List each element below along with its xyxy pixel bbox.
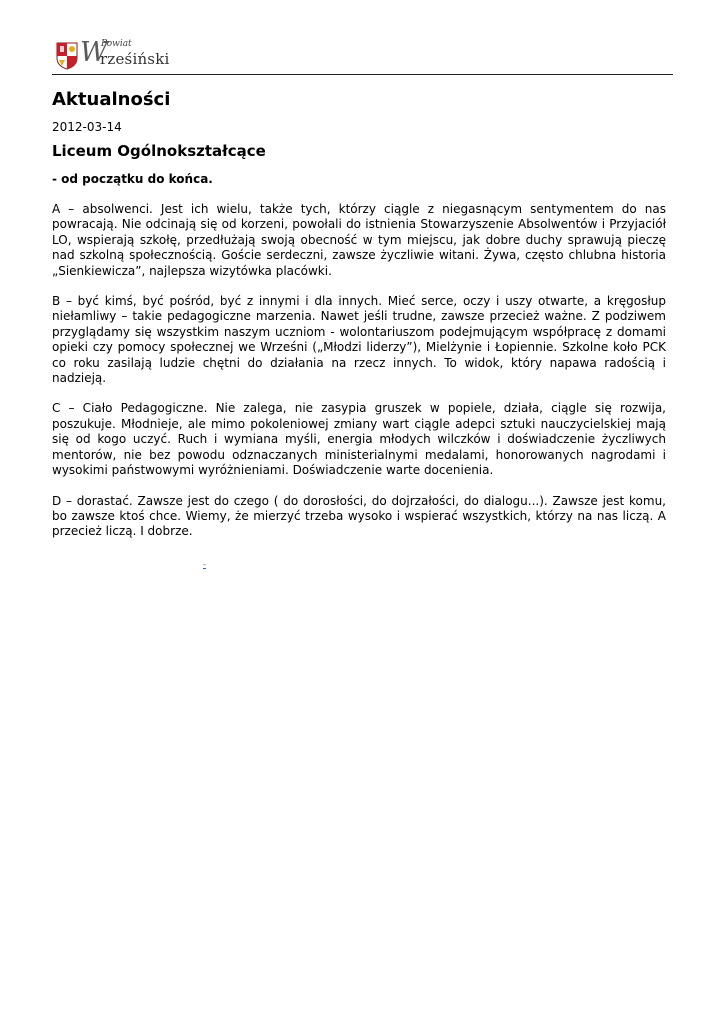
logo-name-text: rześiński <box>100 50 170 68</box>
paragraph-d: D – dorastać. Zawsze jest do czego ( do dorosłości, do dojrzałości, do dialogu...). Zawsze jest komu, bo zawsze ktoś chce. Wiemy, że mierzyć trzeba wysoko i wspierać wszystkich, którzy na nas liczą. A przecież liczą. I dobrze. <box>52 493 666 539</box>
coat-of-arms-icon <box>56 42 78 70</box>
page-header <box>52 36 673 75</box>
footer-link[interactable]: - <box>203 560 206 569</box>
logo-letter: W <box>80 37 108 68</box>
paragraph-a: A – absolwenci. Jest ich wielu, także tych, którzy ciągle z niegasnącym sentymentem do nas powracają. Nie odcinają się od korzeni, powołali do istnienia Stowarzyszenie Absolwentów i Przyjaciół LO, wspierają szkołę, przedłużają swoją obecność w tym miejscu, jak dobre duchy sprawują pieczę nad szkolną społecznością. Goście serdeczni, zawsze życzliwie witani. Żywa, często chlubna historia „Sienkiewicza”, najlepsza wizytówka placówki. <box>52 202 666 278</box>
article-title: Liceum Ogólnokształcące <box>52 142 266 160</box>
logo-wordmark <box>80 38 200 70</box>
powiat-logo[interactable] <box>56 38 200 70</box>
logo-powiat-text: Powiat <box>101 39 132 49</box>
paragraph-b: B – być kimś, być pośród, być z innymi i dla innych. Mieć serce, oczy i uszy otwarte, a kręgosłup niełamliwy – takie pedagogiczne marzenia. Nawet jeśli trudne, zawsze przecież ważne. Z podziwem przyglądamy się wszystkim naszym uczniom - wolontariuszom podejmującym współpracę z domami opieki czy pomocy społecznej we Wrześni („Młodzi liderzy”), Mielżynie i Łopiennie. Szkolne koło PCK co roku zasilają ludzie chętni do działania na rzecz innych. To widok, który napawa radością i nadzieją. <box>52 294 666 386</box>
article-subtitle: - od początku do końca. <box>52 172 213 186</box>
article-content <box>52 88 666 540</box>
paragraph-c: C – Ciało Pedagogiczne. Nie zalega, nie zasypia gruszek w popiele, działa, ciągle się rozwija, poszukuje. Młodnieje, ale mimo pokoleniowej zmiany wart ciągle adepci sztuki nauczycielskiej mają się od kogo uczyć. Ruch i wymiana myśli, energia młodych wilczków i doświadczenie życzliwych mentorów, nie bez powodu odznaczanych ministerialnymi medalami, honorowanych nagrodami i wysokimi państwowymi wyróżnieniami. Doświadczenie warte docenienia. <box>52 401 666 478</box>
article-date: 2012-03-14 <box>52 120 122 134</box>
section-title: Aktualności <box>52 89 171 110</box>
